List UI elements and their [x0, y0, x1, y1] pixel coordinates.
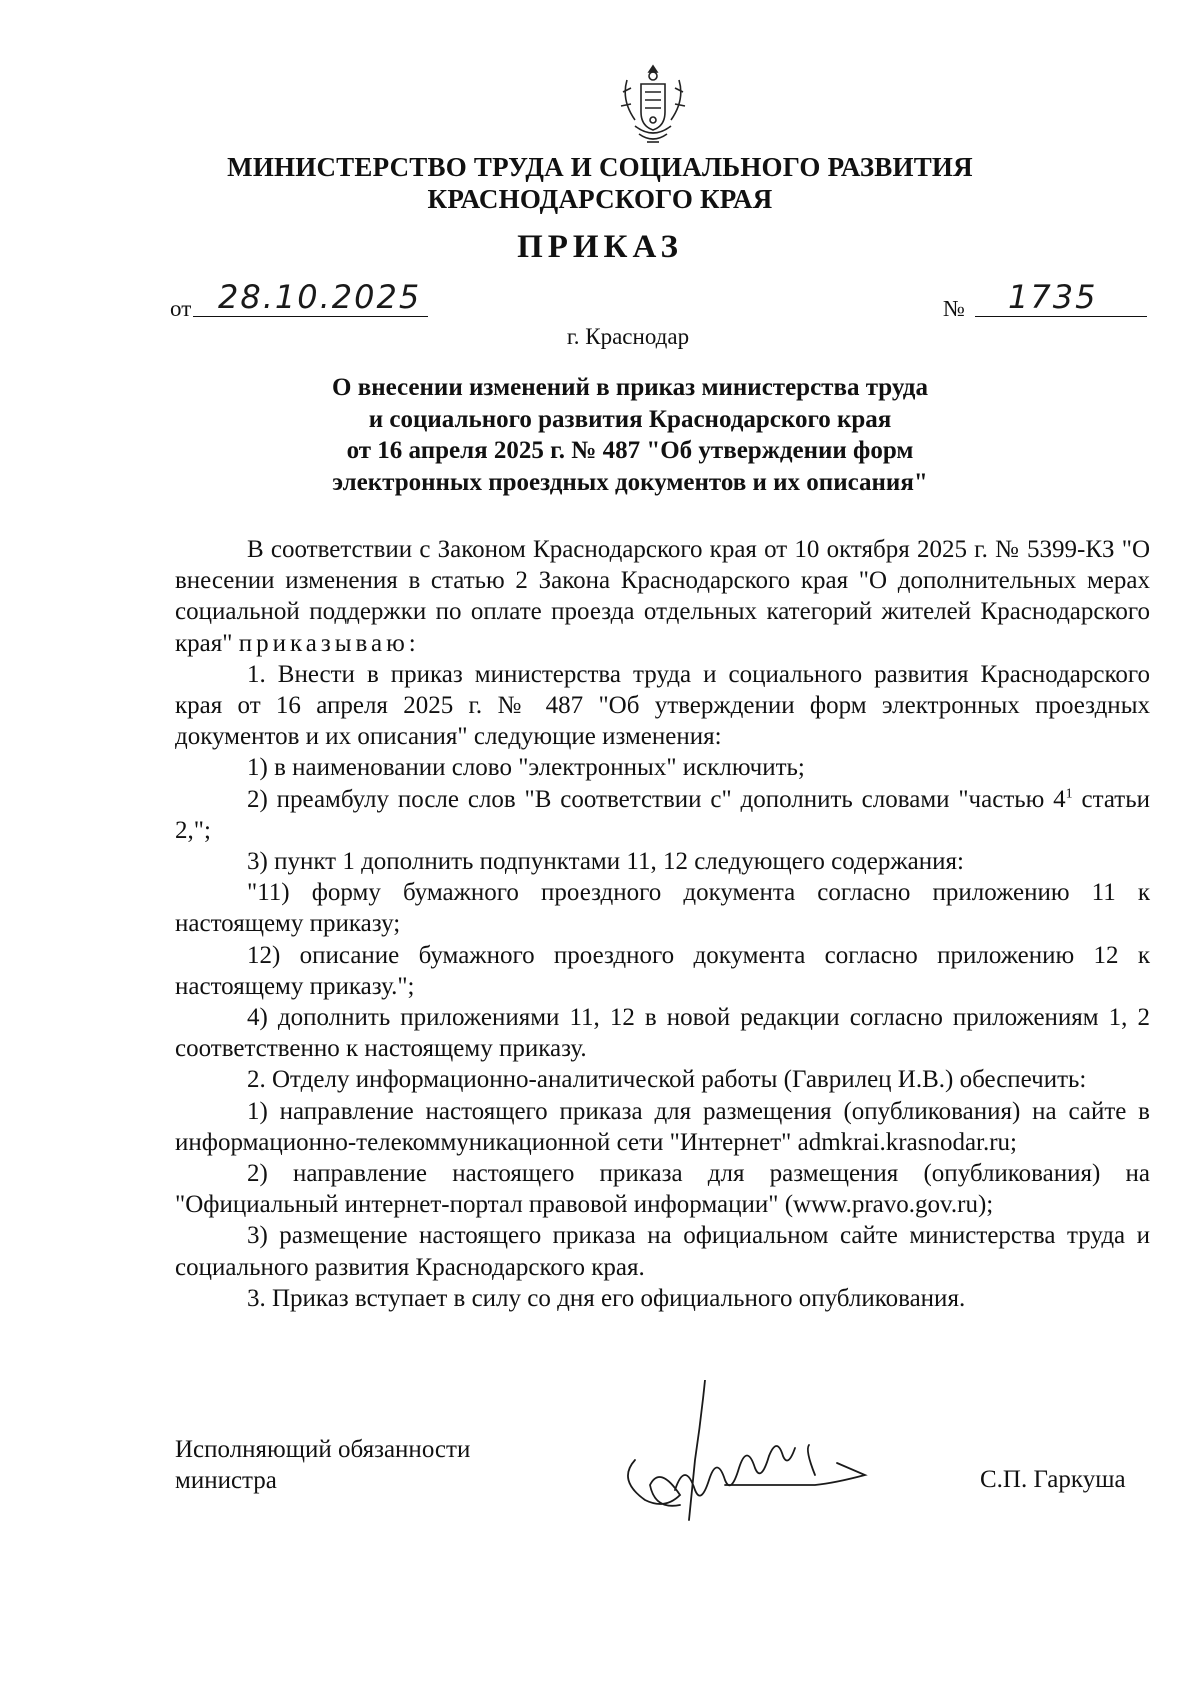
date-underline: [193, 316, 428, 317]
body-paragraph: 3) пункт 1 дополнить подпунктами 11, 12 следующего содержания:: [247, 848, 964, 876]
handwritten-number: 1735: [1008, 278, 1098, 316]
position-line: министра: [175, 1467, 277, 1494]
amendment-text-end: статьи 2,";: [175, 785, 1150, 844]
order-verb: приказываю:: [238, 629, 420, 657]
body-paragraph: [175, 784, 1150, 846]
subject-line: и социального развития Краснодарского края: [368, 405, 892, 433]
subject-line: от 16 апреля 2025 г. № 487 "Об утверждении форм: [346, 437, 914, 464]
body-paragraph: 3) размещение настоящего приказа на официальном сайте министерства труда и социального развития Краснодарского края.: [175, 1222, 1150, 1281]
date-prefix-label: от: [170, 296, 192, 321]
subject-line: электронных проездных документов и их описания": [332, 468, 928, 496]
superscript: 1: [1065, 786, 1073, 802]
ministry-name-line2: КРАСНОДАРСКОГО КРАЯ: [427, 184, 773, 214]
document-subject: [250, 372, 1010, 498]
body-paragraph: 1) в наименовании слово "электронных" исключить;: [247, 754, 805, 782]
signatory-name: С.П. Гаркуша: [980, 1466, 1126, 1493]
number-prefix-label: №: [943, 296, 965, 321]
ministry-name-line1: МИНИСТЕРСТВО ТРУДА И СОЦИАЛЬНОГО РАЗВИТИЯ: [227, 152, 973, 182]
preamble-text: В соответствии с Законом Краснодарского края от 10 октября 2025 г. № 5399-КЗ "О внесении изменения в статью 2 Закона Краснодарского края "О дополнительных мерах социальной поддержки по оплате проезда отдельных категорий жителей Краснодарского края": [175, 536, 1150, 657]
body-paragraph: 3. Приказ вступает в силу со дня его официального опубликования.: [247, 1284, 966, 1312]
signatory-position: [175, 1434, 470, 1496]
handwritten-date: 28.10.2025: [218, 278, 422, 316]
handwritten-signature: [615, 1380, 905, 1530]
body-paragraph: 2) направление настоящего приказа для размещения (опубликования) на "Официальный интернет-портал правовой информации" (www.pravo.gov.ru);: [175, 1160, 1150, 1219]
body-paragraph: 12) описание бумажного проездного документа согласно приложению 12 к настоящему приказу.";: [175, 941, 1150, 1000]
position-line: Исполняющий обязанности: [175, 1436, 471, 1463]
coat-of-arms-icon: [617, 62, 689, 150]
document-body: [175, 534, 1150, 1314]
city-label: г. Краснодар: [566, 324, 690, 349]
body-paragraph: [175, 534, 1150, 659]
body-paragraph: 2. Отделу информационно-аналитической работы (Гаврилец И.В.) обеспечить:: [247, 1066, 1087, 1094]
body-paragraph: 4) дополнить приложениями 11, 12 в новой редакции согласно приложениям 1, 2 соответственно к настоящему приказу.: [175, 1004, 1150, 1063]
body-paragraph: 1. Внести в приказ министерства труда и социального развития Краснодарского края от 16 апреля 2025 г. № 487 "Об утверждении форм электронных проездных документов и их описания" следующие изменения:: [175, 660, 1150, 751]
subject-line: О внесении изменений в приказ министерства труда: [332, 374, 928, 401]
body-paragraph: 1) направление настоящего приказа для размещения (опубликования) на сайте в информационно-телекоммуникационной сети "Интернет" admkrai.krasnodar.ru;: [175, 1097, 1150, 1156]
number-underline: [975, 316, 1147, 317]
amendment-text: 2) преамбулу после слов "В соответствии с" дополнить словами "частью 4: [247, 785, 1066, 813]
body-paragraph: "11) форму бумажного проездного документа согласно приложению 11 к настоящему приказу;: [175, 879, 1150, 938]
document-type-title: ПРИКАЗ: [517, 229, 683, 265]
